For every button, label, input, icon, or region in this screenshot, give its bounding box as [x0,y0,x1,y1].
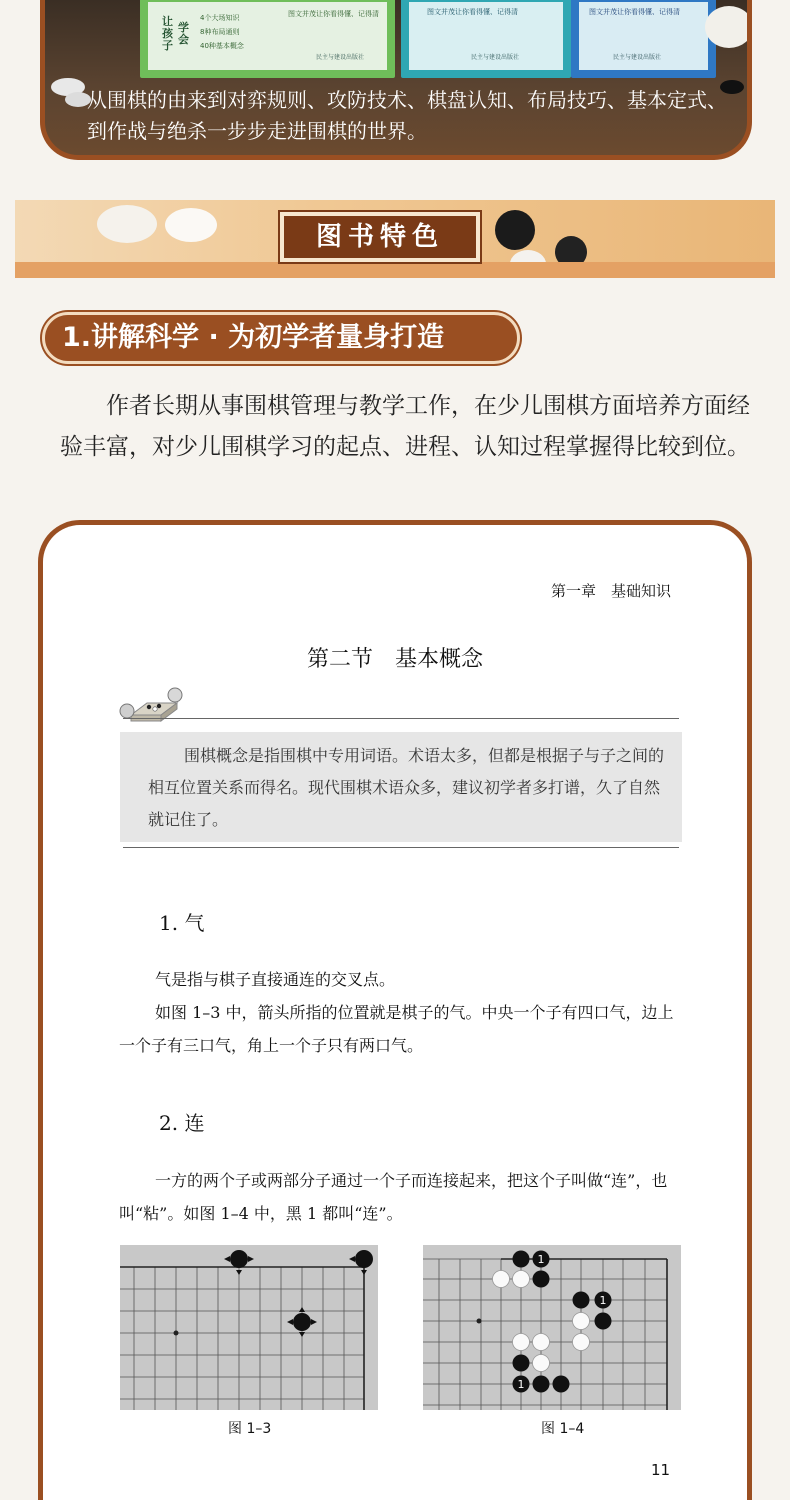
decorative-black-stone [495,210,535,250]
info-box [120,732,682,842]
book-tagline: 图文并茂让你看得懂、记得清 [427,8,518,16]
decorative-white-stone [97,205,157,243]
divider [123,718,679,719]
book-title-right: 学会 [178,21,189,46]
qi-paragraph-2: 如图 1–3 中，箭头所指的位置就是棋子的气。中央一个子有四口气，边上一个子有三口气，角上一个子只有两口气。 [119,1003,674,1055]
lian-paragraph-1: 一方的两个子或两部分子通过一个子而连接起来，把这个子叫做“连”，也叫“粘”。如图 1–4 中，黑 1 都叫“连”。 [119,1171,668,1223]
figure-caption: 图 1–3 [228,1421,272,1437]
feature-title-pill [40,310,522,366]
decorative-white-bowl [705,6,752,48]
book-publisher: 民主与建设出版社 [613,54,662,61]
book-list-2: 8种布局通则 [200,28,240,36]
divider [123,847,679,848]
book-tagline: 图文并茂让你看得懂、记得清 [589,8,680,16]
go-board-icon [117,685,187,727]
qi-heading: 1. 气 [159,911,205,935]
section-band-edge [15,262,775,278]
product-banner [40,0,752,160]
qi-paragraph-1: 气是指与棋子直接通连的交叉点。 [155,970,396,989]
feature-title: 1.讲解科学 · 为初学者量身打造 [62,322,445,353]
svg-text:1: 1 [517,1378,525,1391]
info-text: 围棋概念是指围棋中专用词语。术语太多，但都是根据子与子之间的相互位置关系而得名。现代围棋术语众多，建议初学者多打谱，久了自然就记住了。 [148,746,665,829]
book-cover-green [140,0,395,78]
chapter-header: 第一章 基础知识 [550,582,671,600]
book-list-3: 40种基本概念 [200,42,244,50]
banner-caption: 从围棋的由来到对弈规则、攻防技术、棋盘认知、布局技巧、基本定式、到作战与绝杀一步步走进围棋的世界。 [87,88,727,143]
book-cover-teal [401,0,571,78]
go-diagram-liberties [120,1245,378,1410]
book-tagline: 图文并茂让你看得懂、记得清 [288,10,379,18]
svg-text:1: 1 [599,1294,607,1307]
page-number: 11 [651,1461,671,1479]
book-page-preview [38,520,752,1500]
book-publisher: 民主与建设出版社 [316,54,365,61]
section-heading: 第二节 基本概念 [306,647,483,672]
section-title: 图书特色 [315,222,444,252]
book-cover-blue [571,0,716,78]
figure-caption: 图 1–4 [541,1421,585,1437]
book-list-1: 4个大场知识 [200,14,240,22]
section-title-box [280,212,480,262]
book-title-left: 让孩子 [162,15,173,52]
svg-text:1: 1 [537,1253,545,1266]
book-publisher: 民主与建设出版社 [471,54,520,61]
go-diagram-connection [423,1245,681,1410]
decorative-white-stone [165,208,217,242]
feature-description: 作者长期从事围棋管理与教学工作，在少儿围棋方面培养方面经验丰富，对少儿围棋学习的起点、进程、认知过程掌握得比较到位。 [60,393,750,460]
lian-heading: 2. 连 [159,1111,205,1135]
